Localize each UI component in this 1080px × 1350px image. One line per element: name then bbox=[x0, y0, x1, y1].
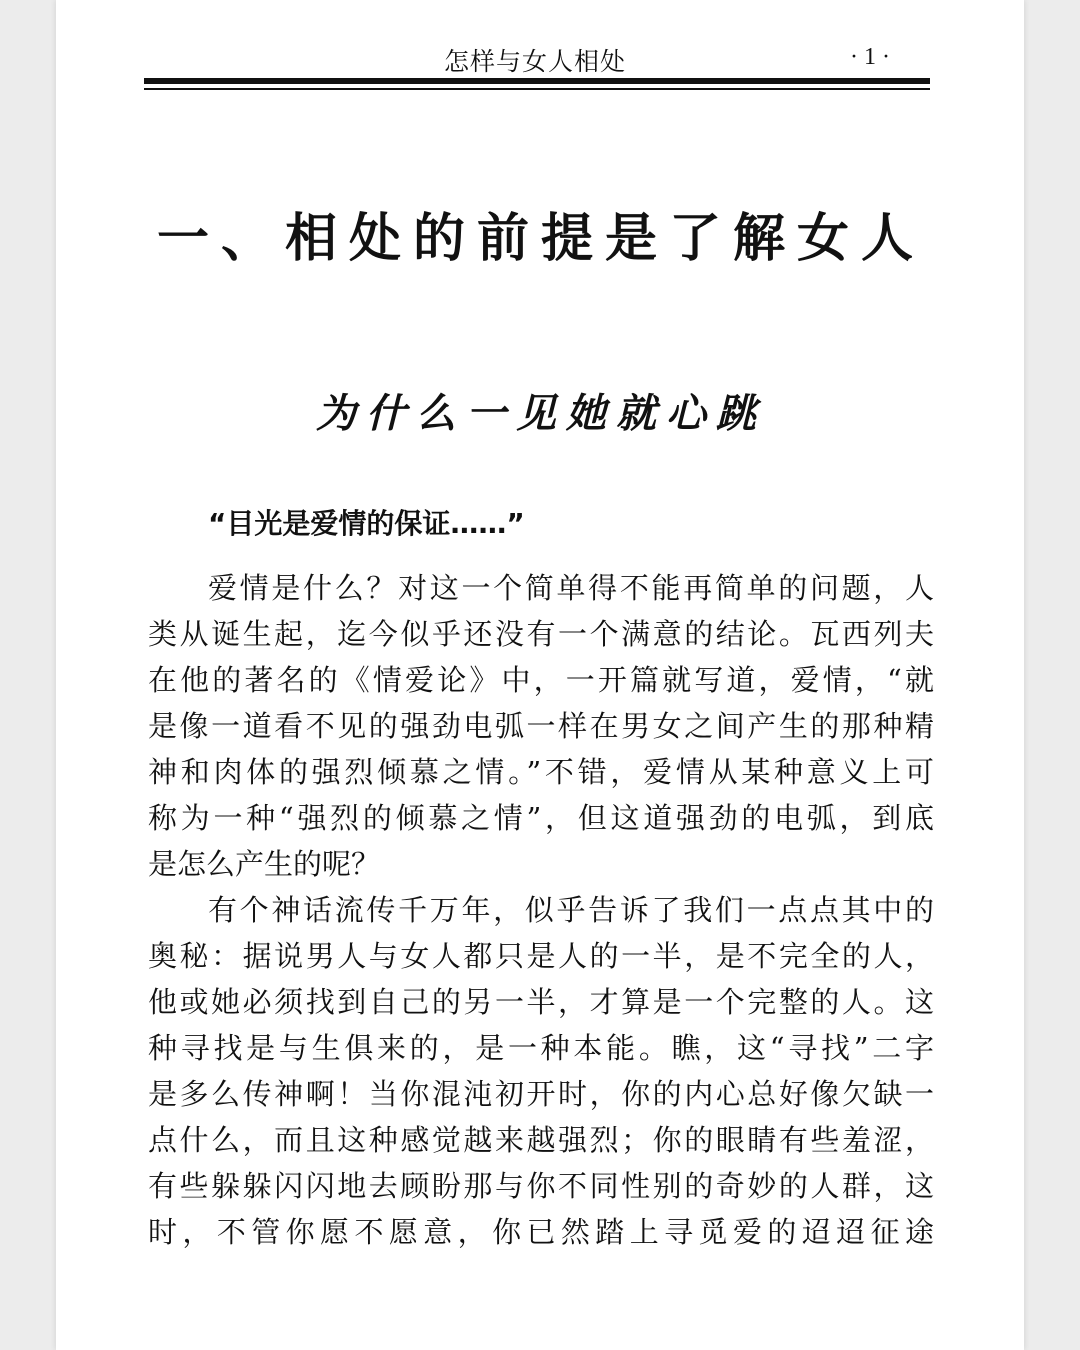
body-line: 在他的著名的《情爱论》中，一开篇就写道，爱情，“就 bbox=[148, 663, 934, 697]
body-line: 是怎么产生的呢？ bbox=[148, 847, 381, 881]
body-line: 时，不管你愿不愿意，你已然踏上寻觅爱的迢迢征途 bbox=[148, 1215, 934, 1249]
body-line: 神和肉体的强烈倾慕之情。”不错，爱情从某种意义上可 bbox=[148, 755, 934, 789]
subsection-title: “目光是爱情的保证……” bbox=[208, 507, 525, 540]
body-line: 种寻找是与生俱来的，是一种本能。瞧，这“寻找”二字 bbox=[148, 1031, 934, 1065]
running-title: 怎样与女人相处 bbox=[444, 47, 627, 76]
body-line: 有个神话流传千万年，似乎告诉了我们一点点其中的 bbox=[208, 893, 934, 927]
body-line: 点什么，而且这种感觉越来越强烈；你的眼睛有些羞涩， bbox=[148, 1123, 934, 1157]
chapter-title: 一、相处的前提是了解女人 bbox=[156, 209, 925, 269]
running-header bbox=[144, 42, 930, 82]
body-line: 类从诞生起，迄今似乎还没有一个满意的结论。瓦西列夫 bbox=[148, 617, 934, 651]
header-rule-thick bbox=[144, 78, 930, 84]
body-line: 奥秘：据说男人与女人都只是人的一半，是不完全的人， bbox=[148, 939, 934, 973]
body-line: 有些躲躲闪闪地去顾盼那与你不同性别的奇妙的人群，这 bbox=[148, 1169, 934, 1203]
body-line: 爱情是什么？对这一个简单得不能再简单的问题，人 bbox=[208, 571, 934, 605]
document-page bbox=[56, 0, 1024, 1350]
header-rule-thin bbox=[144, 88, 930, 90]
body-line: 是多么传神啊！当你混沌初开时，你的内心总好像欠缺一 bbox=[148, 1077, 934, 1111]
body-line: 称为一种“强烈的倾慕之情”，但这道强劲的电弧，到底 bbox=[148, 801, 934, 835]
section-title: 为什么一见她就心跳 bbox=[316, 390, 766, 437]
body-line: 他或她必须找到自己的另一半，才算是一个完整的人。这 bbox=[148, 985, 934, 1019]
page-number: ·1· bbox=[850, 44, 896, 70]
body-line: 是像一道看不见的强劲电弧一样在男女之间产生的那种精 bbox=[148, 709, 934, 743]
